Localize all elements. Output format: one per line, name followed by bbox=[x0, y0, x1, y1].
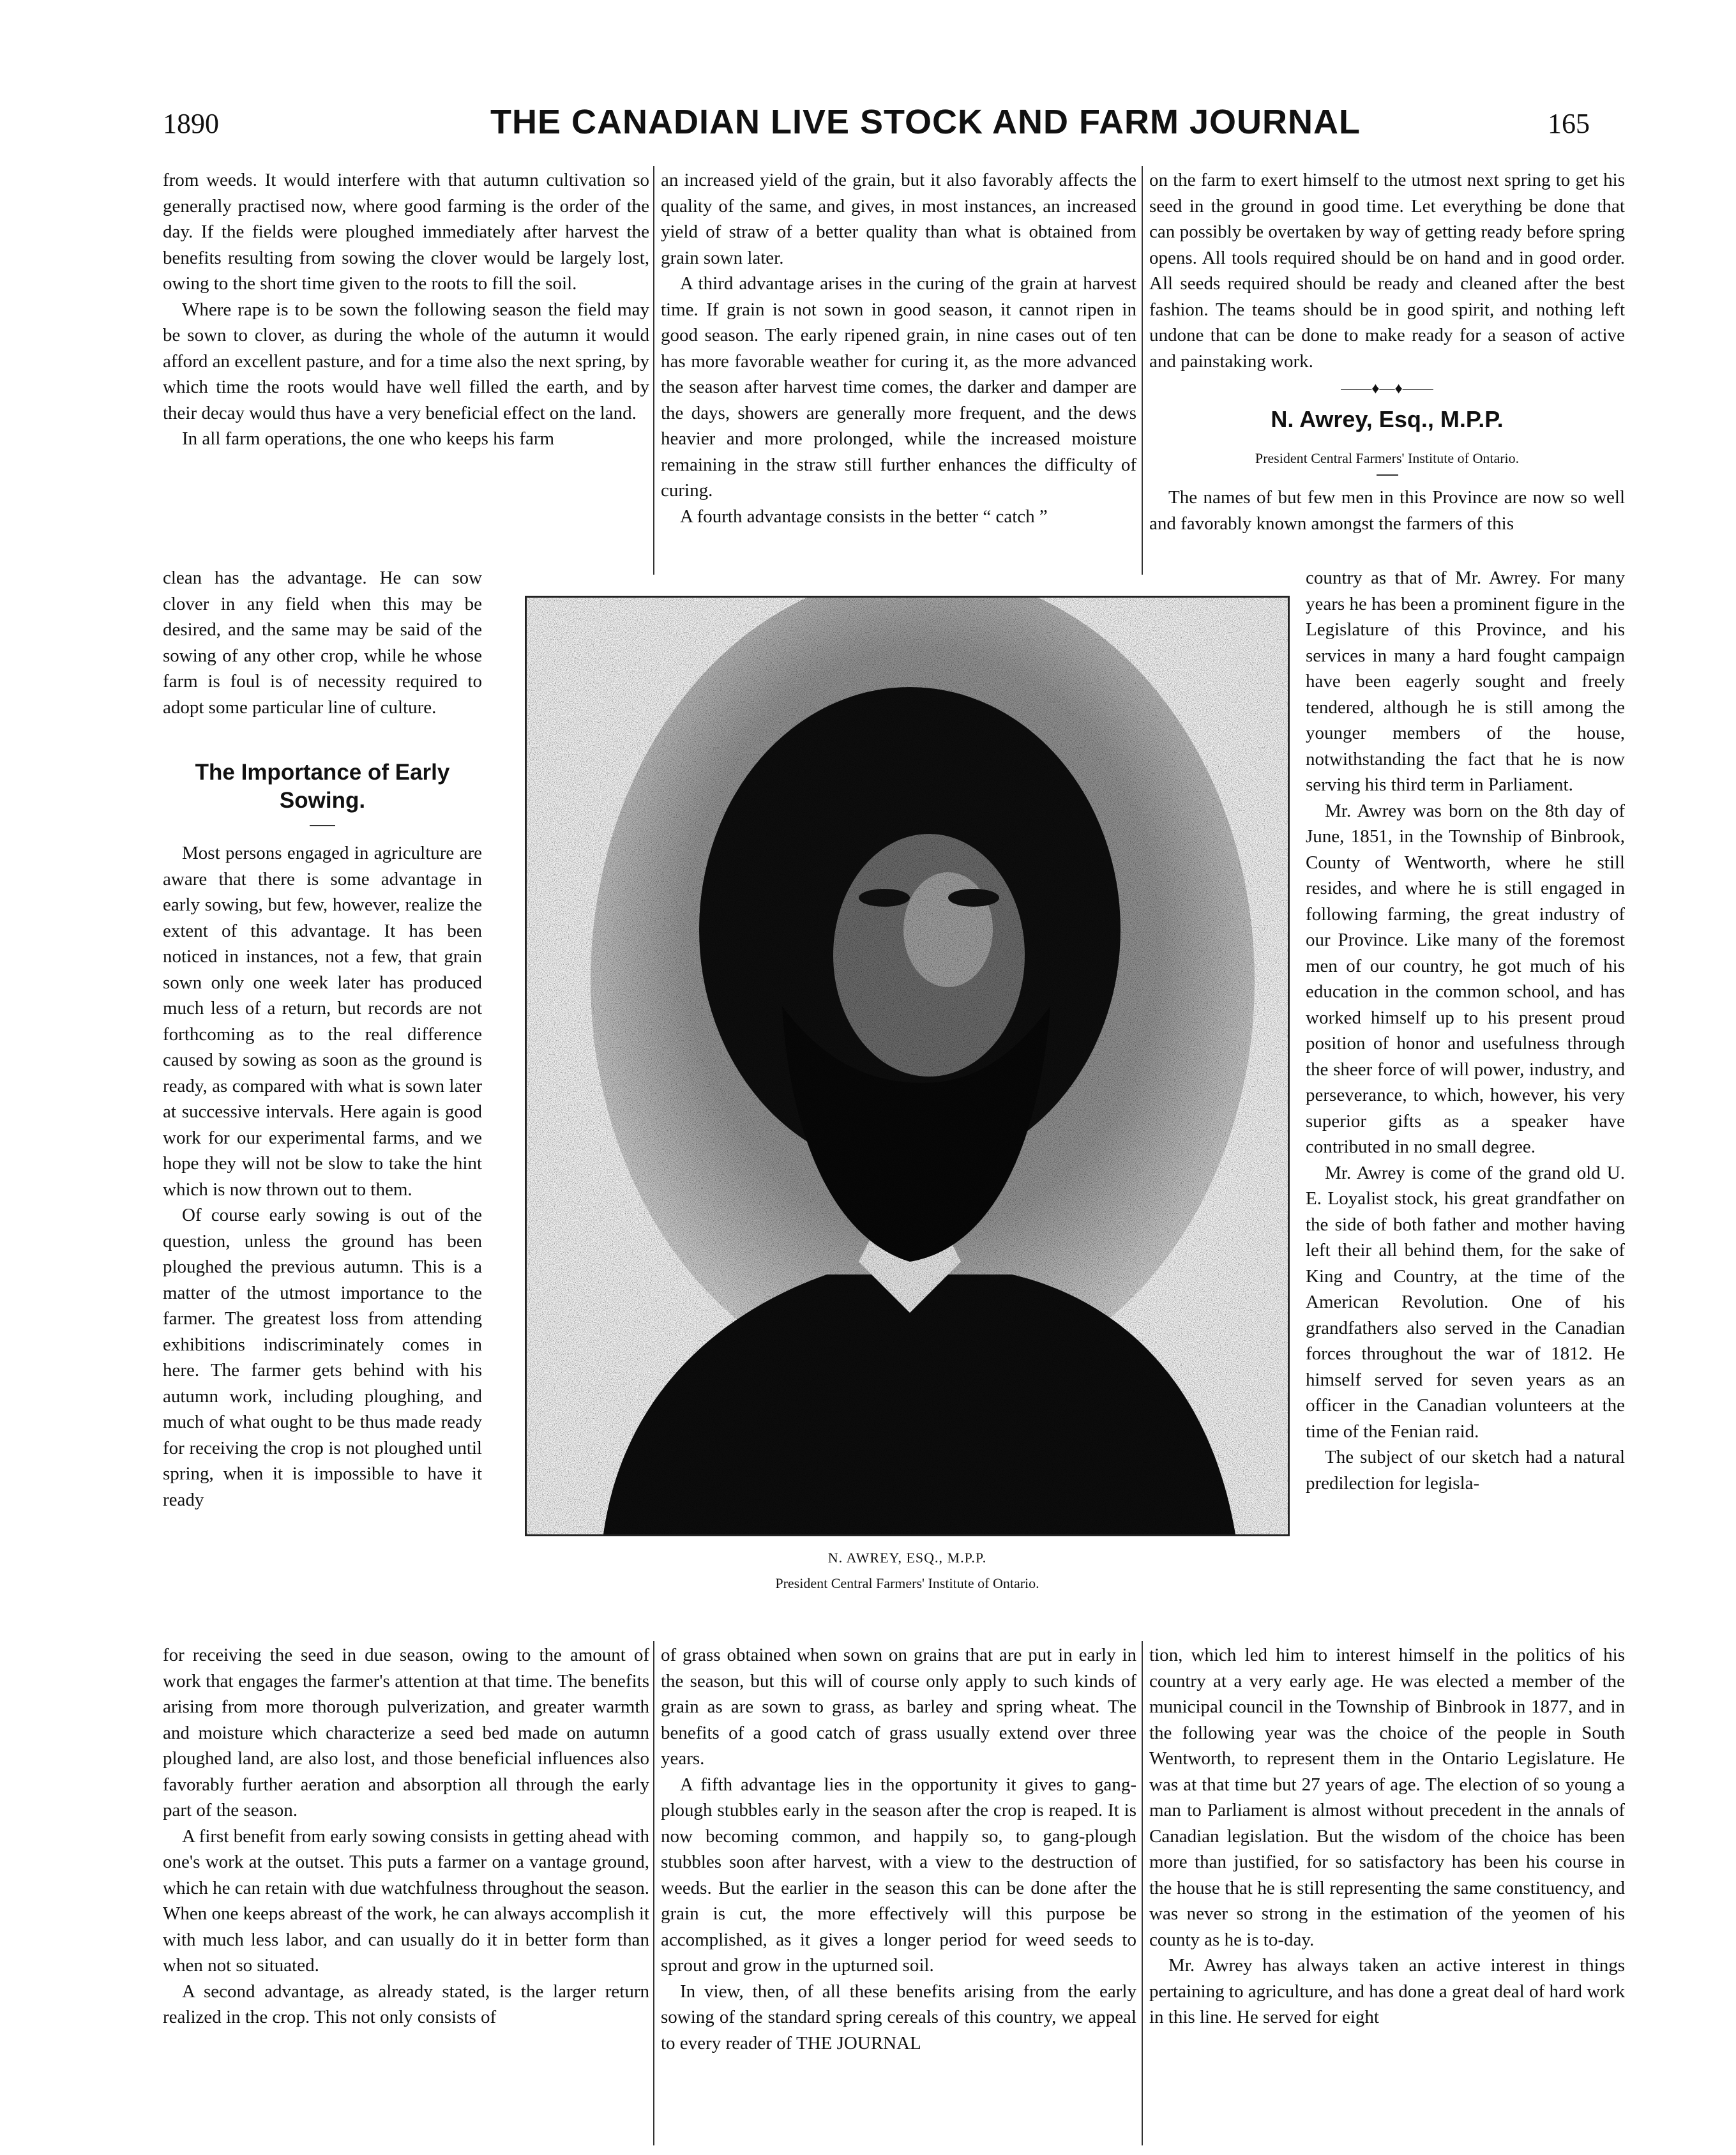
journal-title: THE CANADIAN LIVE STOCK AND FARM JOURNAL bbox=[490, 103, 1361, 141]
ornament-divider: ——♦—♦—— bbox=[1341, 381, 1433, 397]
profile-title: N. Awrey, Esq., M.P.P. bbox=[1271, 406, 1504, 432]
column-rule bbox=[653, 166, 654, 575]
portrait-caption: N. AWREY, ESQ., M.P.P. bbox=[827, 1550, 987, 1566]
portrait-subcaption: President Central Farmers' Institute of Ontario. bbox=[775, 1575, 1039, 1591]
divider bbox=[310, 825, 335, 826]
paragraph: Mr. Awrey was born on the 8th day of June, 1851, in the Township of Binbrook, County of Wentworth, where he still resides, and where he is still engaged in following farming, the great industry of our Province. Like many of the foremost men of our country, he got much of his education in the common school, and has worked himself up to his present proud position of honor and usefulness through the sheer force of will power, industry, and perseverance, to which, however, his very superior gifts as a speaker have contributed in no small degree. bbox=[1306, 800, 1625, 1157]
paragraph: from weeds. It would interfere with that autumn cultivation so generally practised now, where good farming is the order of the day. If the fields were ploughed immediately after harvest the benefits resulting from sowing the clover would be largely lost, owing to the short time given to the roots to fill the soil. bbox=[163, 170, 649, 294]
paragraph: of grass obtained when sown on grains that are put in early in the season, but this will of course only apply to such kinds of grain as are sown to grass, as barley and spring wheat. The benefits of a good catch of grass usually extend over three years. bbox=[661, 1645, 1136, 1769]
column-1-bottom bbox=[163, 1642, 649, 2030]
profile-subtitle: President Central Farmers' Institute of Ontario. bbox=[1255, 450, 1520, 466]
paragraph: Mr. Awrey has always taken an active interest in things pertaining to agriculture, and has done a great deal of hard work in this line. He served for eight bbox=[1149, 1955, 1625, 2027]
column-rule bbox=[653, 1641, 654, 2145]
paragraph: tion, which led him to interest himself in the politics of his country at a very early age. He was elected a member of the municipal council in the Township of Binbrook in 1877, and in the following year was the choice of the people in South Wentworth, to represent them in the Ontario Legislature. He was at that time but 27 years of age. The election of so young a man to Parliament is almost without precedent in the annals of Canadian legislation. But the wisdom of the choice has been more than justified, for so satisfactory has been his course in the house that he is still representing the same constituency, and was never so strong in the estimation of the yeomen of his county as he is to-day. bbox=[1149, 1645, 1625, 1950]
column-1-top bbox=[163, 167, 649, 452]
article-headline: The Importance of Early Sowing. bbox=[195, 760, 450, 813]
column-2-top bbox=[661, 167, 1136, 529]
column-2-bottom bbox=[661, 1642, 1136, 2056]
paragraph: In all farm operations, the one who keeps his farm bbox=[182, 428, 555, 449]
paragraph: The names of but few men in this Province are now so well and favorably known amongst the farmers of this bbox=[1149, 487, 1625, 534]
paragraph: Most persons engaged in agriculture are aware that there is some advantage in early sowing, but few, however, realize the extent of this advantage. It has been noticed in instances, not a few, that grain sown only one week later has produced much less of a return, but records are not forthcoming as to the real difference caused by sowing as soon as the ground is ready, as compared with what is sown later at successive intervals. Here again is good work for our experimental farms, and we hope they will not be slow to take the hint which is now thrown out to them. bbox=[163, 843, 482, 1200]
paragraph: for receiving the seed in due season, owing to the amount of work that engages the farmer's attention at that time. The benefits arising from more thorough pulverization, and greater warmth and moisture which characterize a seed bed made on autumn ploughed land, are also lost, and those beneficial influences also favorably further aeration and absorption all through the early part of the season. bbox=[163, 1645, 649, 1820]
paragraph: A third advantage arises in the curing of the grain at harvest time. If grain is not sown in good season, it cannot ripen in good season. The early ripened grain, in nine cases out of ten has more favorable weather for curing it, as the more advanced the season after harvest time comes, the darker and damper are the days, showers are generally more frequent, and the dews heavier and more prolonged, while the increased moisture remaining in the straw still further enhances the difficulty of curing. bbox=[661, 273, 1136, 501]
column-3-top bbox=[1149, 167, 1625, 536]
column-3-narrow bbox=[1306, 565, 1625, 1496]
column-1-narrow bbox=[163, 565, 482, 1513]
paragraph: A second advantage, as already stated, is the larger return realized in the crop. This not only consists of bbox=[163, 1981, 649, 2027]
paragraph: A first benefit from early sowing consists in getting ahead with one's work at the outset. This puts a farmer on a vantage ground, which he can retain with due watchfulness throughout the season. When one keeps abreast of the work, he can always accomplish it with much less labor, and can usually do it in better form than when not so situated. bbox=[163, 1826, 649, 1976]
paragraph: A fifth advantage lies in the opportunity it gives to gang-plough stubbles early in the season after the crop is reaped. It is now becoming common, and happily so, to gang-plough stubbles soon after harvest, with a view to the destruction of weeds. But the earlier in the season this can be done after the grain is cut, the more effectively will this purpose be accomplished, as it gives a longer period for weed seeds to sprout and grow in the upturned soil. bbox=[661, 1774, 1136, 1976]
paragraph: country as that of Mr. Awrey. For many years he has been a prominent figure in the Legislature of this Province, and his services in many a hard fought campaign have been eagerly sought and freely tendered, although he is still among the younger members of the house, notwithstanding the fact that he is now serving his third term in Parliament. bbox=[1306, 568, 1625, 795]
paragraph: on the farm to exert himself to the utmost next spring to get his seed in the ground in good time. Let everything be done that can possibly be overtaken by way of getting ready before spring opens. All tools required should be on hand and in good order. All seeds required should be ready and cleaned after the best fashion. The teams should be in good spirit, and nothing left undone that can be done to make ready for a season of active and painstaking work. bbox=[1149, 170, 1625, 372]
page-number: 165 bbox=[1548, 108, 1590, 139]
paragraph: In view, then, of all these benefits arising from the early sowing of the standard spring cereals of this country, we appeal to every reader of THE JOURNAL bbox=[661, 1981, 1136, 2053]
portrait-image bbox=[527, 598, 1288, 1534]
paragraph: Mr. Awrey is come of the grand old U. E. Loyalist stock, his great grandfather on the side of both father and mother having left their all behind them, for the sake of King and Country, at the time of the American Revolution. One of his grandfathers also served in the Canadian forces throughout the war of 1812. He himself served for seven years as an officer in the Canadian volunteers at the time of the Fenian raid. bbox=[1306, 1162, 1625, 1442]
paragraph: The subject of our sketch had a natural predilection for legisla- bbox=[1306, 1447, 1625, 1493]
column-3-bottom bbox=[1149, 1642, 1625, 2030]
paragraph: Of course early sowing is out of the question, unless the ground has been ploughed the previous autumn. This is a matter of the utmost importance to the farmer. The greatest loss from attending exhibitions indiscriminately comes in here. The farmer gets behind with his autumn work, including ploughing, and much of what ought to be thus made ready for receiving the crop is not ploughed until spring, when it is impossible to have it ready bbox=[163, 1205, 482, 1510]
paragraph: an increased yield of the grain, but it also favorably affects the quality of the same, and gives, in most instances, an increased yield of straw of a better quality than what is obtained from grain sown later. bbox=[661, 170, 1136, 268]
paragraph: A fourth advantage consists in the better “ catch ” bbox=[680, 506, 1048, 527]
year-label: 1890 bbox=[163, 108, 219, 139]
paragraph: Where rape is to be sown the following season the field may be sown to clover, as during the whole of the autumn it would afford an excellent pasture, and for a time also the next spring, by which time the roots would have well filled the earth, and by their decay would thus have a very beneficial effect on the land. bbox=[163, 299, 649, 423]
paragraph: clean has the advantage. He can sow clover in any field when this may be desired, and the same may be said of the sowing of any other crop, while he whose farm is foul is of necessity required to adopt some particular line of culture. bbox=[163, 568, 482, 718]
portrait-engraving bbox=[525, 596, 1290, 1536]
divider bbox=[1377, 474, 1398, 476]
column-rule bbox=[1142, 1641, 1143, 2145]
column-rule bbox=[1142, 166, 1143, 575]
